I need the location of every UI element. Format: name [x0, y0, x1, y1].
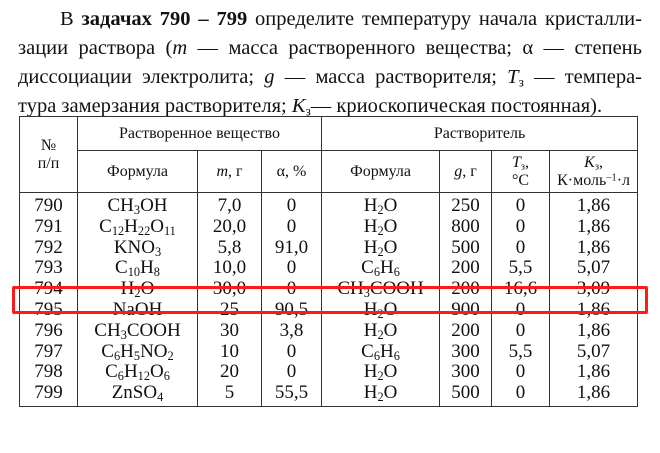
cell-solvent-formula: $H_2O$	[322, 300, 440, 321]
cell-solvent-formula: $H_2O$	[322, 193, 440, 217]
table-row	[20, 217, 638, 238]
cell-alpha: 0	[262, 279, 322, 300]
intro-line-3: диссоциации электролита; g — масса растворителя; $T_з$ — темпера-	[18, 66, 643, 90]
cell-alpha: 0	[262, 362, 322, 383]
cell-freezing-temp: 0	[492, 362, 550, 383]
cell-solvent-mass: 900	[440, 300, 492, 321]
table-row	[20, 193, 638, 217]
table-row	[20, 383, 638, 406]
header-cryoscopic-constant: $K_з$, К·моль$^{-1}$·л	[550, 151, 638, 193]
cell-number: 790	[20, 193, 78, 217]
cell-freezing-temp: 0	[492, 193, 550, 217]
cell-cryoscopic-constant: 1,86	[550, 321, 638, 342]
cell-mass: 20	[198, 362, 262, 383]
cell-solvent-mass: 200	[440, 258, 492, 279]
cell-freezing-temp: 0	[492, 238, 550, 259]
cell-solvent-formula: $H_2O$	[322, 321, 440, 342]
cell-solute-formula: $H_2O$	[78, 279, 198, 300]
cell-solvent-mass: 300	[440, 342, 492, 363]
cell-freezing-temp: 0	[492, 217, 550, 238]
cell-alpha: 0	[262, 193, 322, 217]
cell-alpha: 90,5	[262, 300, 322, 321]
cell-solvent-mass: 500	[440, 238, 492, 259]
cell-number: 792	[20, 238, 78, 259]
header-solvent-formula: Формула	[322, 151, 440, 193]
cell-solute-formula: $CH_3OH$	[78, 193, 198, 217]
cell-solvent-formula: $H_2O$	[322, 383, 440, 406]
cell-mass: 5	[198, 383, 262, 406]
cell-mass: 5,8	[198, 238, 262, 259]
cell-solvent-formula: $H_2O$	[322, 362, 440, 383]
cell-number: 791	[20, 217, 78, 238]
cell-solvent-formula: $CH_3COOH$	[322, 279, 440, 300]
cell-freezing-temp: 0	[492, 321, 550, 342]
cell-solvent-mass: 800	[440, 217, 492, 238]
cell-solute-formula: $C_{12}H_{22}O_{11}$	[78, 217, 198, 238]
cell-cryoscopic-constant: 5,07	[550, 258, 638, 279]
table-row	[20, 321, 638, 342]
cell-alpha: 0	[262, 217, 322, 238]
cell-solute-formula: ZnSO$_4$	[78, 383, 198, 406]
cell-freezing-temp: 0	[492, 300, 550, 321]
header-solvent: Растворитель	[322, 117, 638, 151]
table-row	[20, 258, 638, 279]
cell-solute-formula: $CH_3COOH$	[78, 321, 198, 342]
cell-number: 794	[20, 279, 78, 300]
cell-cryoscopic-constant: 3,09	[550, 279, 638, 300]
cell-solvent-formula: $H_2O$	[322, 217, 440, 238]
cell-number: 796	[20, 321, 78, 342]
cell-alpha: 55,5	[262, 383, 322, 406]
cell-cryoscopic-constant: 5,07	[550, 342, 638, 363]
cell-number: 799	[20, 383, 78, 406]
cell-alpha: 91,0	[262, 238, 322, 259]
cell-number: 797	[20, 342, 78, 363]
header-freezing-temp: $T_з$, °С	[492, 151, 550, 193]
cell-solvent-mass: 200	[440, 279, 492, 300]
cell-cryoscopic-constant: 1,86	[550, 238, 638, 259]
cell-solute-formula: $KNO_3$	[78, 238, 198, 259]
cell-solvent-mass: 200	[440, 321, 492, 342]
cell-solute-formula: $C_6H_5NO_2$	[78, 342, 198, 363]
cell-solvent-formula: $C_6H_6$	[322, 258, 440, 279]
cell-mass: 10,0	[198, 258, 262, 279]
cell-mass: 30,0	[198, 279, 262, 300]
cell-cryoscopic-constant: 1,86	[550, 217, 638, 238]
cell-mass: 30	[198, 321, 262, 342]
cell-cryoscopic-constant: 1,86	[550, 193, 638, 217]
table-row	[20, 342, 638, 363]
cell-cryoscopic-constant: 1,86	[550, 300, 638, 321]
cell-cryoscopic-constant: 1,86	[550, 362, 638, 383]
intro-line-2: зации раствора (m — масса растворенного вещества; α — степень	[18, 37, 642, 59]
cell-solvent-formula: $H_2O$	[322, 238, 440, 259]
cell-mass: 20,0	[198, 217, 262, 238]
header-solute-formula: Формула	[78, 151, 198, 193]
cell-solute-formula: NaOH	[78, 300, 198, 321]
cell-solute-formula: $C_{10}H_8$	[78, 258, 198, 279]
header-alpha: α, %	[262, 151, 322, 193]
cell-cryoscopic-constant: 1,86	[550, 383, 638, 406]
intro-line-4: тура замерзания растворителя; $K_з—$ криоскопическая постоянная).	[18, 95, 603, 119]
header-mass: m, г	[198, 151, 262, 193]
table-row	[20, 362, 638, 383]
cell-alpha: 0	[262, 258, 322, 279]
data-table	[19, 116, 638, 407]
cell-solvent-formula: $C_6H_6$	[322, 342, 440, 363]
cell-solvent-mass: 500	[440, 383, 492, 406]
cell-mass: 25	[198, 300, 262, 321]
cell-freezing-temp: 5,5	[492, 342, 550, 363]
cell-freezing-temp: 5,5	[492, 258, 550, 279]
cell-number: 795	[20, 300, 78, 321]
row-highlight-frame	[12, 286, 648, 314]
header-solvent-mass: g, г	[440, 151, 492, 193]
cell-solute-formula: $C_6H_{12}O_6$	[78, 362, 198, 383]
table-row	[20, 238, 638, 259]
cell-number: 798	[20, 362, 78, 383]
cell-alpha: 0	[262, 342, 322, 363]
header-solute: Растворенное вещество	[78, 117, 322, 151]
cell-alpha: 3,8	[262, 321, 322, 342]
cell-freezing-temp: 16,6	[492, 279, 550, 300]
cell-mass: 7,0	[198, 193, 262, 217]
intro-line-1: В задачах 790 – 799 определите температуру начала кристалли-	[60, 8, 642, 30]
header-number: № п/п	[20, 117, 78, 193]
cell-solvent-mass: 250	[440, 193, 492, 217]
cell-mass: 10	[198, 342, 262, 363]
cell-freezing-temp: 0	[492, 383, 550, 406]
cell-solvent-mass: 300	[440, 362, 492, 383]
problem-description	[18, 5, 642, 121]
cell-number: 793	[20, 258, 78, 279]
